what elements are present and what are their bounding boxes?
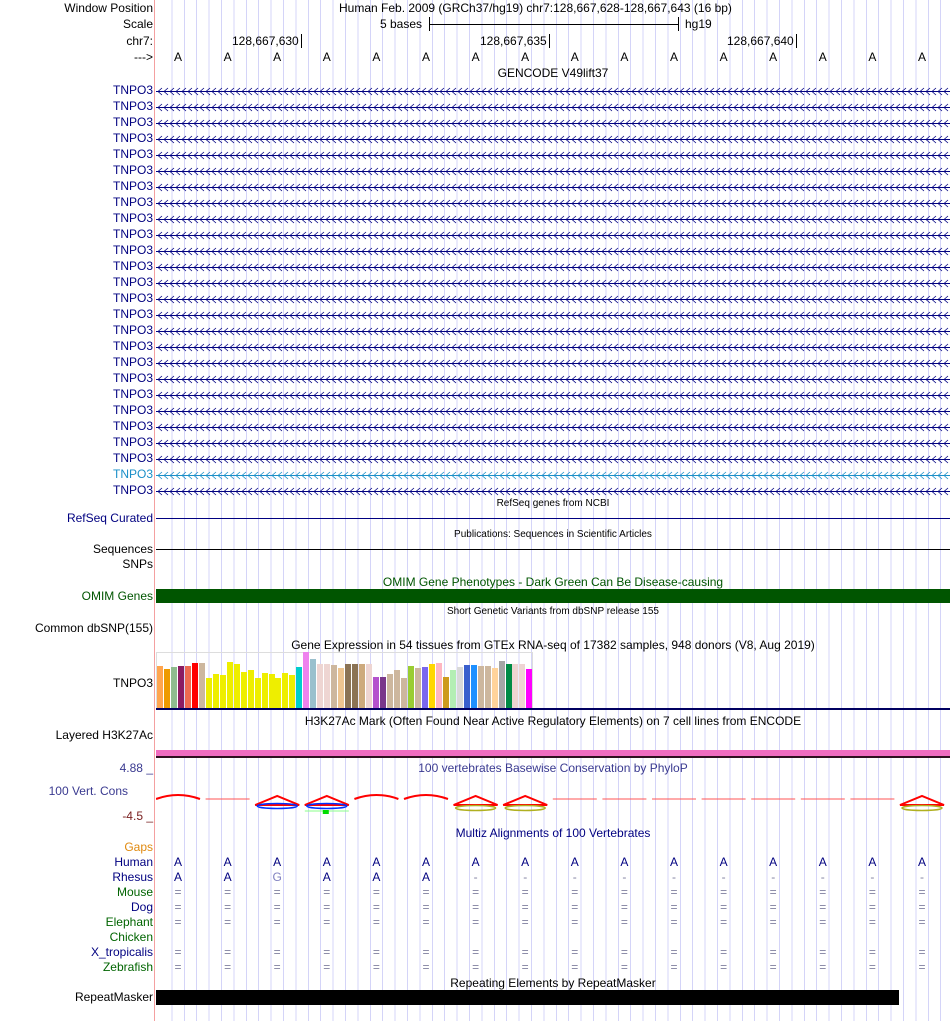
aligned-base: = bbox=[521, 945, 529, 959]
base: A bbox=[620, 50, 629, 64]
base: A bbox=[669, 50, 678, 64]
gtex-tissue-bar[interactable] bbox=[220, 675, 226, 708]
multiz-title: Multiz Alignments of 100 Vertebrates bbox=[455, 826, 651, 840]
gtex-tissue-bar[interactable] bbox=[164, 669, 170, 708]
gtex-tissue-bar[interactable] bbox=[262, 673, 268, 708]
gene-transcript[interactable] bbox=[156, 375, 950, 384]
aligned-base: = bbox=[472, 960, 480, 974]
aligned-base: A bbox=[669, 855, 678, 869]
base: A bbox=[917, 50, 926, 64]
aligned-base: = bbox=[918, 960, 926, 974]
aligned-base: = bbox=[620, 915, 628, 929]
gene-transcript[interactable] bbox=[156, 183, 950, 192]
tick-label: 128,667,635 bbox=[480, 34, 550, 48]
aligned-base: - bbox=[622, 870, 627, 884]
aligned-base: = bbox=[174, 915, 182, 929]
aligned-base: = bbox=[422, 900, 430, 914]
gene-transcript[interactable] bbox=[156, 295, 950, 304]
gene-label[interactable]: TNPO3 bbox=[112, 211, 153, 225]
repeatmasker-label[interactable]: RepeatMasker bbox=[74, 990, 153, 1004]
gene-label[interactable]: TNPO3 bbox=[112, 451, 153, 465]
phylop-label[interactable]: 100 Vert. Cons bbox=[48, 784, 128, 798]
gtex-tissue-bar[interactable] bbox=[526, 669, 532, 708]
gene-transcript[interactable] bbox=[156, 455, 950, 464]
gene-label[interactable]: TNPO3 bbox=[112, 403, 153, 417]
phylop-min: -4.5 _ bbox=[122, 809, 153, 823]
aligned-base: = bbox=[720, 945, 728, 959]
species-label[interactable]: Rhesus bbox=[112, 870, 153, 884]
gencode-title: GENCODE V49lift37 bbox=[497, 66, 609, 80]
base: A bbox=[173, 50, 182, 64]
aligned-base: = bbox=[868, 900, 876, 914]
gene-label[interactable]: TNPO3 bbox=[112, 387, 153, 401]
aligned-base: A bbox=[223, 855, 232, 869]
aligned-base: = bbox=[472, 915, 480, 929]
base: A bbox=[521, 50, 530, 64]
aligned-base: A bbox=[917, 855, 926, 869]
aligned-base: A bbox=[173, 855, 182, 869]
aligned-base: = bbox=[819, 915, 827, 929]
aligned-base: = bbox=[819, 945, 827, 959]
gene-label[interactable]: TNPO3 bbox=[112, 227, 153, 241]
base: A bbox=[223, 50, 232, 64]
gene-transcript[interactable] bbox=[156, 167, 950, 176]
gtex-tissue-bar[interactable] bbox=[282, 673, 288, 708]
gtex-tissue-bar[interactable] bbox=[303, 652, 309, 708]
gene-label[interactable]: TNPO3 bbox=[112, 275, 153, 289]
aligned-base: = bbox=[174, 885, 182, 899]
aligned-base: A bbox=[818, 855, 827, 869]
aligned-base: = bbox=[273, 885, 281, 899]
aligned-base: - bbox=[473, 870, 478, 884]
gtex-tissue-bar[interactable] bbox=[506, 664, 512, 708]
gene-label[interactable]: TNPO3 bbox=[112, 467, 153, 481]
aligned-base: - bbox=[523, 870, 528, 884]
species-label[interactable]: Elephant bbox=[105, 915, 153, 929]
aligned-base: = bbox=[372, 945, 380, 959]
tick-label: 128,667,630 bbox=[232, 34, 302, 48]
gene-transcript[interactable] bbox=[156, 231, 950, 240]
gtex-tissue-bar[interactable] bbox=[241, 672, 247, 708]
gene-transcript[interactable] bbox=[156, 423, 950, 432]
gene-transcript[interactable] bbox=[156, 439, 950, 448]
gtex-tissue-bar[interactable] bbox=[185, 666, 191, 708]
gene-label[interactable]: TNPO3 bbox=[112, 83, 153, 97]
repeat-element[interactable] bbox=[156, 990, 899, 1005]
gtex-tissue-bar[interactable] bbox=[171, 667, 177, 708]
gtex-tissue-bar[interactable] bbox=[324, 664, 330, 708]
gene-transcript[interactable] bbox=[156, 471, 950, 480]
gtex-tissue-bar[interactable] bbox=[255, 678, 261, 708]
scale-bar bbox=[429, 17, 679, 31]
gene-label[interactable]: TNPO3 bbox=[112, 339, 153, 353]
gtex-tissue-bar[interactable] bbox=[296, 667, 302, 708]
species-label[interactable]: X_tropicalis bbox=[90, 945, 153, 959]
species-label[interactable]: Dog bbox=[130, 900, 153, 914]
aligned-base: A bbox=[273, 855, 282, 869]
aligned-base: = bbox=[323, 915, 331, 929]
h3k27ac-title: H3K27Ac Mark (Often Found Near Active Regulatory Elements) on 7 cell lines from ENCODE bbox=[304, 714, 802, 728]
aligned-base: - bbox=[920, 870, 924, 884]
gtex-tissue-bar[interactable] bbox=[464, 665, 470, 708]
aligned-base: = bbox=[769, 900, 777, 914]
gene-transcript[interactable] bbox=[156, 215, 950, 224]
aligned-base: = bbox=[868, 885, 876, 899]
aligned-base: = bbox=[670, 915, 678, 929]
tick-label: 128,667,640 bbox=[727, 34, 797, 48]
aligned-base: A bbox=[372, 855, 381, 869]
aligned-base: = bbox=[323, 900, 331, 914]
aligned-base: = bbox=[372, 960, 380, 974]
gene-transcript[interactable] bbox=[156, 343, 950, 352]
aligned-base: = bbox=[273, 915, 281, 929]
gtex-tissue-bar[interactable] bbox=[519, 664, 525, 708]
gtex-tissue-bar[interactable] bbox=[457, 667, 463, 708]
gene-label[interactable]: TNPO3 bbox=[112, 483, 153, 497]
aligned-base: = bbox=[620, 900, 628, 914]
phylop-graph[interactable] bbox=[156, 785, 950, 820]
aligned-base: = bbox=[571, 885, 579, 899]
aligned-base: - bbox=[721, 870, 726, 884]
aligned-base: = bbox=[323, 885, 331, 899]
base: A bbox=[769, 50, 778, 64]
gene-transcript[interactable] bbox=[156, 391, 950, 400]
aligned-base: = bbox=[571, 900, 579, 914]
base: A bbox=[868, 50, 877, 64]
gtex-tissue-bar[interactable] bbox=[478, 666, 484, 708]
aligned-base: = bbox=[819, 900, 827, 914]
base: A bbox=[273, 50, 282, 64]
aligned-base: = bbox=[472, 945, 480, 959]
gene-label[interactable]: TNPO3 bbox=[112, 147, 153, 161]
chrom-label: chr7: bbox=[126, 34, 153, 48]
gtex-tissue-bar[interactable] bbox=[248, 670, 254, 708]
strand-label: ---> bbox=[134, 50, 153, 64]
gtex-tissue-bar[interactable] bbox=[373, 677, 379, 708]
aligned-base: = bbox=[769, 960, 777, 974]
base: A bbox=[471, 50, 480, 64]
aligned-base: = bbox=[720, 885, 728, 899]
aligned-base: = bbox=[422, 945, 430, 959]
aligned-base: = bbox=[918, 915, 926, 929]
omim-title: OMIM Gene Phenotypes - Dark Green Can Be Disease-causing bbox=[382, 575, 724, 589]
aligned-base: A bbox=[223, 870, 232, 884]
gtex-tissue-bar[interactable] bbox=[443, 677, 449, 708]
gene-label[interactable]: TNPO3 bbox=[112, 115, 153, 129]
aligned-base: - bbox=[572, 870, 577, 884]
aligned-base: = bbox=[521, 960, 529, 974]
gene-transcript[interactable] bbox=[156, 359, 950, 368]
aligned-base: = bbox=[571, 915, 579, 929]
gtex-tissue-bar[interactable] bbox=[199, 663, 205, 708]
gene-transcript[interactable] bbox=[156, 311, 950, 320]
base: A bbox=[421, 50, 430, 64]
gene-label[interactable]: TNPO3 bbox=[112, 371, 153, 385]
gene-transcript[interactable] bbox=[156, 135, 950, 144]
gtex-tissue-bar[interactable] bbox=[227, 662, 233, 708]
phylop-max: 4.88 _ bbox=[119, 761, 153, 775]
aligned-base: = bbox=[273, 945, 281, 959]
gtex-tissue-bar[interactable] bbox=[359, 664, 365, 708]
aligned-base: A bbox=[719, 855, 728, 869]
aligned-base: = bbox=[273, 900, 281, 914]
gene-label[interactable]: TNPO3 bbox=[112, 195, 153, 209]
dbsnp-title: Short Genetic Variants from dbSNP release 155 bbox=[447, 606, 659, 617]
gtex-tissue-bar[interactable] bbox=[157, 666, 163, 708]
gtex-tissue-bar[interactable] bbox=[269, 674, 275, 708]
aligned-base: = bbox=[521, 915, 529, 929]
aligned-base: = bbox=[620, 960, 628, 974]
gene-label[interactable]: TNPO3 bbox=[112, 99, 153, 113]
aligned-base: A bbox=[769, 855, 778, 869]
base: A bbox=[818, 50, 827, 64]
aligned-base: = bbox=[422, 915, 430, 929]
aligned-base: = bbox=[769, 945, 777, 959]
gtex-tissue-bar[interactable] bbox=[422, 667, 428, 708]
aligned-base: = bbox=[174, 960, 182, 974]
repeatmasker-title: Repeating Elements by RepeatMasker bbox=[450, 976, 656, 990]
species-label[interactable]: Mouse bbox=[116, 885, 153, 899]
aligned-base: A bbox=[322, 870, 331, 884]
aligned-base: = bbox=[372, 885, 380, 899]
aligned-base: = bbox=[720, 915, 728, 929]
gtex-tissue-bar[interactable] bbox=[387, 674, 393, 708]
gene-transcript[interactable] bbox=[156, 487, 950, 496]
species-label[interactable]: Human bbox=[114, 855, 153, 869]
gene-label[interactable]: TNPO3 bbox=[112, 131, 153, 145]
gene-label[interactable]: TNPO3 bbox=[112, 435, 153, 449]
aligned-base: = bbox=[620, 945, 628, 959]
dbsnp-label[interactable]: Common dbSNP(155) bbox=[34, 621, 153, 635]
gene-transcript[interactable] bbox=[156, 199, 950, 208]
gtex-tissue-bar[interactable] bbox=[338, 668, 344, 708]
gtex-tissue-bar[interactable] bbox=[366, 664, 372, 708]
base: A bbox=[322, 50, 331, 64]
gene-transcript[interactable] bbox=[156, 103, 950, 112]
gtex-tissue-bar[interactable] bbox=[345, 664, 351, 708]
aligned-base: = bbox=[174, 945, 182, 959]
aligned-base: = bbox=[224, 885, 232, 899]
aligned-base: = bbox=[174, 900, 182, 914]
aligned-base: = bbox=[670, 885, 678, 899]
scale-text: 5 bases bbox=[380, 17, 423, 31]
refseq-title: RefSeq genes from NCBI bbox=[496, 498, 610, 509]
phylop-title: 100 vertebrates Basewise Conservation by PhyloP bbox=[418, 761, 688, 775]
gtex-tissue-bar[interactable] bbox=[415, 668, 421, 708]
gtex-tissue-bar[interactable] bbox=[234, 664, 240, 708]
aligned-base: A bbox=[173, 870, 182, 884]
aligned-base: = bbox=[571, 945, 579, 959]
gtex-tissue-bar[interactable] bbox=[310, 659, 316, 708]
aligned-base: = bbox=[224, 900, 232, 914]
aligned-base: = bbox=[819, 960, 827, 974]
aligned-base: - bbox=[771, 870, 776, 884]
aligned-base: = bbox=[224, 945, 232, 959]
aligned-base: = bbox=[720, 900, 728, 914]
aligned-base: = bbox=[769, 885, 777, 899]
gene-transcript[interactable] bbox=[156, 119, 950, 128]
aligned-base: = bbox=[918, 945, 926, 959]
species-label[interactable]: Zebrafish bbox=[102, 960, 153, 974]
base: A bbox=[372, 50, 381, 64]
gtex-tissue-bar[interactable] bbox=[450, 670, 456, 708]
aligned-base: A bbox=[421, 855, 430, 869]
aligned-base: = bbox=[323, 960, 331, 974]
gene-transcript[interactable] bbox=[156, 151, 950, 160]
aligned-base: = bbox=[670, 900, 678, 914]
aligned-base: = bbox=[868, 915, 876, 929]
refseq-label[interactable]: RefSeq Curated bbox=[66, 511, 153, 525]
species-label[interactable]: Chicken bbox=[109, 930, 153, 944]
aligned-base: = bbox=[868, 960, 876, 974]
gaps-label[interactable]: Gaps bbox=[124, 840, 153, 854]
window-position: Human Feb. 2009 (GRCh37/hg19) chr7:128,667,628-128,667,643 (16 bp) bbox=[339, 1, 732, 15]
gene-label[interactable]: TNPO3 bbox=[112, 163, 153, 177]
sequences-label[interactable]: Sequences bbox=[92, 542, 153, 556]
gene-transcript[interactable] bbox=[156, 327, 950, 336]
gene-label[interactable]: TNPO3 bbox=[112, 323, 153, 337]
snps-label[interactable]: SNPs bbox=[122, 557, 153, 571]
aligned-base: = bbox=[521, 885, 529, 899]
gtex-tissue-bar[interactable] bbox=[380, 677, 386, 708]
aligned-base: = bbox=[224, 915, 232, 929]
gtex-tissue-bar[interactable] bbox=[436, 663, 442, 708]
aligned-base: = bbox=[273, 960, 281, 974]
aligned-base: = bbox=[918, 900, 926, 914]
aligned-base: A bbox=[620, 855, 629, 869]
gtex-tissue-bar[interactable] bbox=[178, 666, 184, 708]
gene-transcript[interactable] bbox=[156, 279, 950, 288]
gtex-tissue-bar[interactable] bbox=[192, 663, 198, 708]
gene-label[interactable]: TNPO3 bbox=[112, 243, 153, 257]
h3k27ac-label[interactable]: Layered H3K27Ac bbox=[55, 728, 153, 742]
gene-transcript[interactable] bbox=[156, 407, 950, 416]
aligned-base: A bbox=[570, 855, 579, 869]
h3k27ac-baseline bbox=[156, 756, 950, 758]
aligned-base: = bbox=[472, 885, 480, 899]
aligned-base: = bbox=[422, 960, 430, 974]
sequences-line[interactable] bbox=[156, 549, 950, 550]
gtex-tissue-bar[interactable] bbox=[499, 661, 505, 708]
aligned-base: = bbox=[720, 960, 728, 974]
aligned-base: - bbox=[870, 870, 875, 884]
gtex-tissue-bar[interactable] bbox=[401, 678, 407, 708]
gtex-tissue-bar[interactable] bbox=[408, 666, 414, 708]
gtex-tissue-bar[interactable] bbox=[492, 668, 498, 708]
gene-label[interactable]: TNPO3 bbox=[112, 419, 153, 433]
aligned-base: = bbox=[372, 915, 380, 929]
aligned-base: A bbox=[521, 855, 530, 869]
gene-label[interactable]: TNPO3 bbox=[112, 179, 153, 193]
aligned-base: = bbox=[620, 885, 628, 899]
aligned-base: = bbox=[472, 900, 480, 914]
aligned-base: A bbox=[421, 870, 430, 884]
gene-label[interactable]: TNPO3 bbox=[112, 307, 153, 321]
aligned-base: - bbox=[820, 870, 825, 884]
aligned-base: G bbox=[272, 870, 282, 884]
aligned-base: = bbox=[819, 885, 827, 899]
aligned-base: = bbox=[670, 945, 678, 959]
gtex-tissue-bar[interactable] bbox=[331, 665, 337, 708]
gtex-tissue-bar[interactable] bbox=[471, 665, 477, 708]
gtex-tissue-bar[interactable] bbox=[485, 666, 491, 708]
gtex-label[interactable]: TNPO3 bbox=[112, 676, 153, 690]
aligned-base: A bbox=[868, 855, 877, 869]
aligned-base: = bbox=[868, 945, 876, 959]
label-separator bbox=[154, 0, 155, 1021]
aligned-base: = bbox=[521, 900, 529, 914]
aligned-base: = bbox=[372, 900, 380, 914]
gene-transcript[interactable] bbox=[156, 263, 950, 272]
gtex-tissue-bar[interactable] bbox=[317, 664, 323, 708]
aligned-base: = bbox=[571, 960, 579, 974]
aligned-base: A bbox=[322, 855, 331, 869]
gene-transcript[interactable] bbox=[156, 247, 950, 256]
aligned-base: = bbox=[323, 945, 331, 959]
publications-title: Publications: Sequences in Scientific Articles bbox=[454, 529, 652, 540]
gtex-title: Gene Expression in 54 tissues from GTEx RNA-seq of 17382 samples, 948 donors (V8, Aug 2019) bbox=[291, 638, 815, 652]
base: A bbox=[570, 50, 579, 64]
aligned-base: = bbox=[670, 960, 678, 974]
gene-label[interactable]: TNPO3 bbox=[112, 291, 153, 305]
scale-label: Scale bbox=[122, 17, 153, 31]
gtex-gene-line bbox=[156, 708, 950, 710]
aligned-base: A bbox=[471, 855, 480, 869]
aligned-base: = bbox=[769, 915, 777, 929]
gtex-tissue-bar[interactable] bbox=[429, 664, 435, 708]
gtex-tissue-bar[interactable] bbox=[213, 674, 219, 708]
gene-label[interactable]: TNPO3 bbox=[112, 259, 153, 273]
gtex-tissue-bar[interactable] bbox=[275, 678, 281, 708]
gtex-tissue-bar[interactable] bbox=[352, 664, 358, 708]
aligned-base: = bbox=[224, 960, 232, 974]
aligned-base: = bbox=[918, 885, 926, 899]
window-position-label: Window Position bbox=[64, 1, 153, 15]
omim-label[interactable]: OMIM Genes bbox=[81, 589, 153, 603]
base: A bbox=[719, 50, 728, 64]
aligned-base: = bbox=[422, 885, 430, 899]
gene-label[interactable]: TNPO3 bbox=[112, 355, 153, 369]
omim-feature[interactable] bbox=[156, 589, 950, 603]
gtex-tissue-bar[interactable] bbox=[206, 678, 212, 708]
gene-transcript[interactable] bbox=[156, 87, 950, 96]
aligned-base: - bbox=[672, 870, 676, 884]
aligned-base: A bbox=[372, 870, 381, 884]
gtex-tissue-bar[interactable] bbox=[394, 670, 400, 708]
scale-assembly: hg19 bbox=[685, 17, 712, 31]
gtex-tissue-bar[interactable] bbox=[289, 675, 295, 708]
refseq-line[interactable] bbox=[156, 518, 950, 519]
gtex-tissue-bar[interactable] bbox=[512, 664, 518, 708]
